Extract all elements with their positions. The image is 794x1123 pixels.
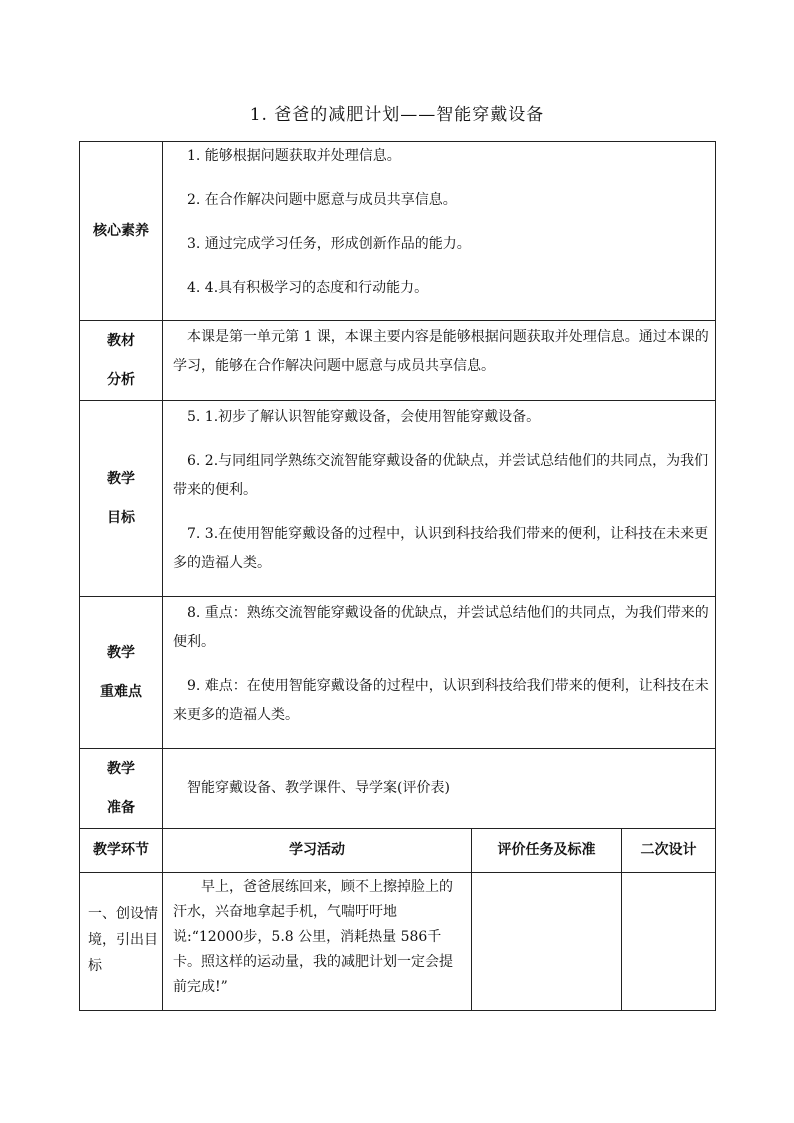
page-title: 1. 爸爸的减肥计划——智能穿戴设备 <box>249 105 545 125</box>
core-item: 3. 通过完成学习任务，形成创新作品的能力。 <box>187 236 471 252</box>
process-header-row <box>80 829 716 873</box>
core-item: 1. 能够根据问题获取并处理信息。 <box>187 148 401 164</box>
keypoints-content <box>163 597 716 749</box>
preparation-label: 教学 准备 <box>80 749 163 829</box>
header-evaluation: 评价任务及标准 <box>472 829 622 873</box>
preparation-text: 智能穿戴设备、教学课件、导学案(评价表) <box>187 780 450 796</box>
core-literacy-content <box>163 142 716 321</box>
header-stage: 教学环节 <box>80 829 163 873</box>
core-item: 4. 4.具有积极学习的态度和行动能力。 <box>187 280 429 296</box>
preparation-content <box>163 749 716 829</box>
keypoints-label: 教学 重难点 <box>80 597 163 749</box>
preparation-row <box>80 749 716 829</box>
goal-item: 6. 2.与同组同学熟练交流智能穿戴设备的优缺点，并尝试总结他们的共同点，为我们带来的便利。 <box>173 453 709 498</box>
lesson-plan-table <box>79 141 716 1011</box>
keypoint-item: 9. 难点：在使用智能穿戴设备的过程中，认识到科技给我们带来的便利，让科技在未来更多的造福人类。 <box>173 678 709 723</box>
redesign-cell <box>622 873 716 1011</box>
material-row <box>80 321 716 401</box>
goals-row <box>80 401 716 597</box>
core-literacy-label: 核心素养 <box>80 142 163 321</box>
goals-label: 教学 目标 <box>80 401 163 597</box>
material-content <box>163 321 716 401</box>
material-text: 本课是第一单元第 1 课，本课主要内容是能够根据问题获取并处理信息。通过本课的学习，能够在合作解决问题中愿意与成员共享信息。 <box>173 329 709 374</box>
evaluation-cell <box>472 873 622 1011</box>
stage-cell: 一、创设情境，引出目标 <box>80 873 163 1011</box>
goals-content <box>163 401 716 597</box>
core-literacy-row <box>80 142 716 321</box>
goal-item: 5. 1.初步了解认识智能穿戴设备，会使用智能穿戴设备。 <box>187 409 541 425</box>
goal-item: 7. 3.在使用智能穿戴设备的过程中，认识到科技给我们带来的便利，让科技在未来更多的造福人类。 <box>173 526 709 571</box>
process-row <box>80 873 716 1011</box>
core-item: 2. 在合作解决问题中愿意与成员共享信息。 <box>187 192 457 208</box>
activity-cell: 早上，爸爸展练回来，顾不上擦掉脸上的汗水，兴奋地拿起手机，气喘吁吁地说:“12000步，5.8 公里，消耗热量 586千卡。照这样的运动量，我的减肥计划一定会提前完成!” <box>163 873 472 1011</box>
header-activity: 学习活动 <box>163 829 472 873</box>
keypoint-item: 8. 重点：熟练交流智能穿戴设备的优缺点，并尝试总结他们的共同点，为我们带来的便利。 <box>173 605 709 650</box>
material-label: 教材 分析 <box>80 321 163 401</box>
header-redesign: 二次设计 <box>622 829 716 873</box>
keypoints-row <box>80 597 716 749</box>
